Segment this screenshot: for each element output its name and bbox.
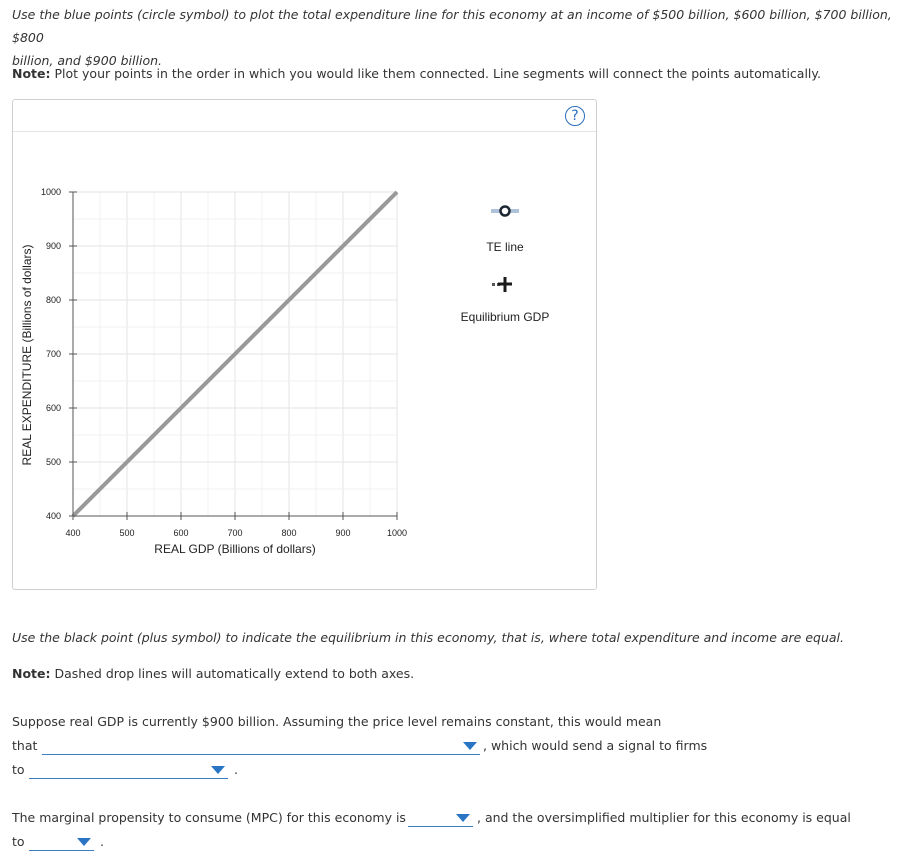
equilibrium-label: Equilibrium GDP [460,310,550,324]
x-axis-label: REAL GDP (Billions of dollars) [154,542,316,556]
x-tick-label: 500 [119,528,135,538]
question-1-signal: , which would send a signal to firms [483,738,708,753]
y-tick-label: 700 [45,349,61,359]
chevron-down-icon [211,766,225,774]
equilibrium-instruction: Use the black point (plus symbol) to indicate the equilibrium in this economy, that is, where total expenditure and income are equal. [12,630,844,645]
y-tick-label: 1000 [40,187,61,197]
multiplier-dropdown[interactable] [29,834,94,851]
equilibrium-tool[interactable] [492,277,512,292]
question-2-text: The marginal propensity to consume (MPC) for this economy is [12,810,406,825]
note-label: Note: [12,66,51,81]
te-line-label: TE line [486,240,524,254]
x-tick-label: 600 [173,528,189,538]
x-tick-label: 400 [65,528,81,538]
firm-action-dropdown[interactable] [29,762,228,779]
x-tick-label: 900 [335,528,351,538]
plus-point-icon-bar [498,283,512,286]
x-tick-label: 700 [227,528,243,538]
y-axis-label: REAL EXPENDITURE (Billions of dollars) [20,244,34,466]
gdp-status-dropdown[interactable] [42,738,480,755]
x-tick-label: 1000 [386,528,408,538]
question-2-multiplier: , and the oversimplified multiplier for this economy is equal [477,810,851,825]
mpc-dropdown[interactable] [408,810,473,827]
note-label: Note: [12,666,51,681]
chevron-down-icon [456,814,470,822]
y-tick-label: 400 [45,511,61,521]
question-2-to: to [12,834,25,849]
question-1-to: to [12,762,25,777]
help-button[interactable]: ? [565,106,585,126]
question-2-period: . [100,834,104,849]
note-text: Dashed drop lines will automatically extend to both axes. [54,666,415,681]
drop-line-dot [492,283,495,286]
note-drop-lines [12,666,414,681]
question-1-period: . [234,762,238,777]
y-tick-label: 900 [45,241,61,251]
y-tick-label: 800 [45,295,61,305]
chevron-down-icon [463,742,477,750]
question-1-that: that [12,738,38,753]
note-text: Plot your points in the order in which you would like them connected. Line segments will connect the points automatically. [54,66,821,81]
plot-instruction-line-1: Use the blue points (circle symbol) to plot the total expenditure line for this economy at an income of $500 billion, $600 billion, $700 billion, $800 [12,7,892,45]
chevron-down-icon [77,838,91,846]
te-line-tool[interactable] [491,207,519,216]
y-tick-label: 500 [45,457,61,467]
x-tick-label: 800 [281,528,297,538]
plot-instruction-line-2: billion, and $900 billion. [12,53,162,68]
circle-point-icon [501,207,510,216]
y-tick-label: 600 [45,403,61,413]
question-1-text: Suppose real GDP is currently $900 billion. Assuming the price level remains constant, this would mean [12,714,662,729]
